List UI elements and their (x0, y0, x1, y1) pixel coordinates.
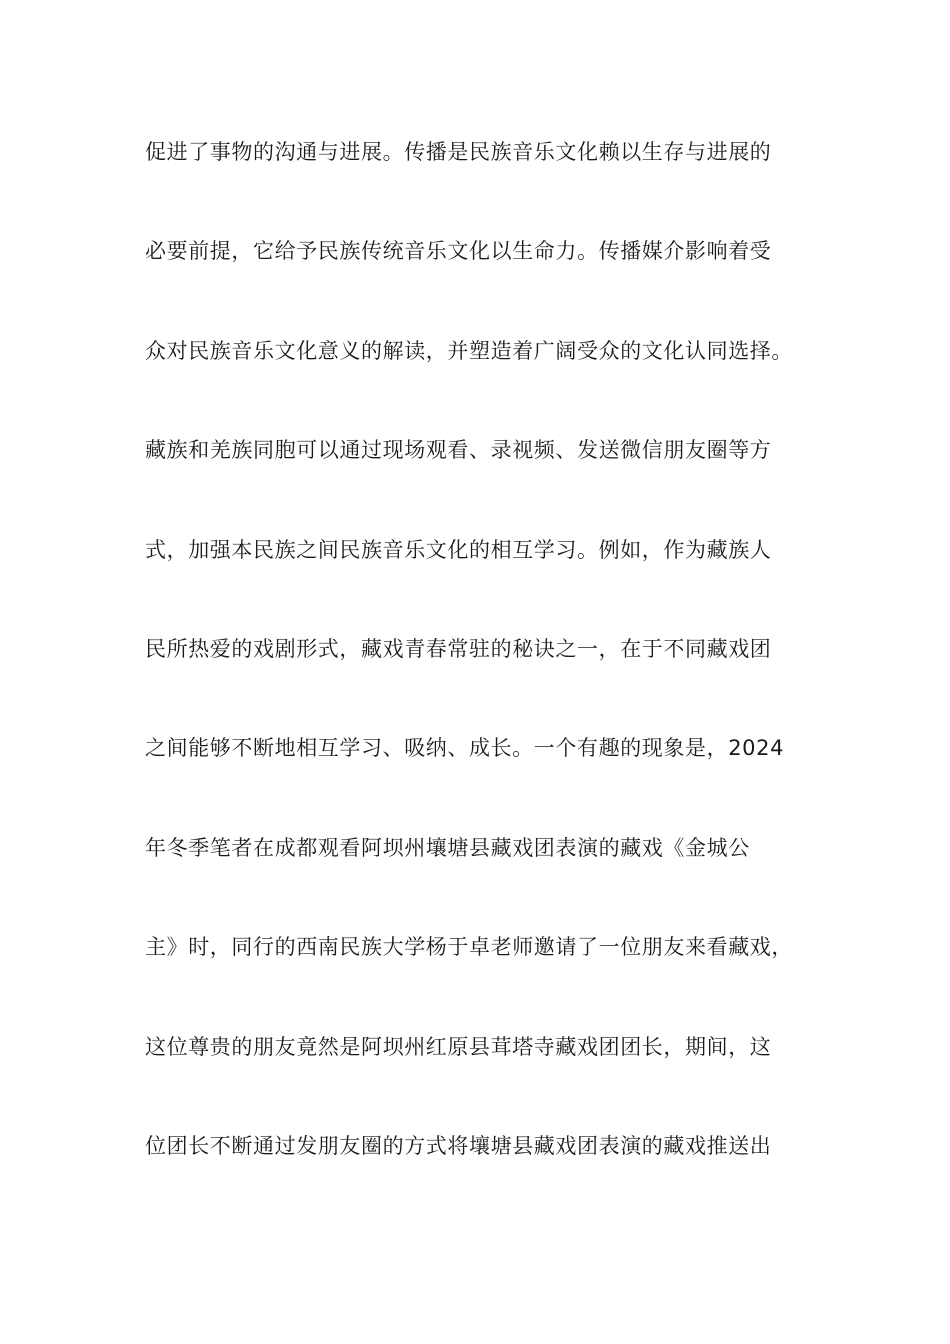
paragraph-line: 这位尊贵的朋友竟然是阿坝州红原县茸塔寺藏戏团团长，期间，这 (145, 1035, 772, 1059)
paragraph-line: 式，加强本民族之间民族音乐文化的相互学习。例如，作为藏族人 (145, 538, 772, 562)
paragraph-line: 藏族和羌族同胞可以通过现场观看、录视频、发送微信朋友圈等方 (145, 438, 772, 462)
paragraph-line: 促进了事物的沟通与进展。传播是民族音乐文化赖以生存与进展的 (145, 140, 772, 164)
paragraph-line: 众对民族音乐文化意义的解读，并塑造着广阔受众的文化认同选择。 (145, 339, 793, 363)
paragraph-line: 年冬季笔者在成都观看阿坝州壤塘县藏戏团表演的藏戏《金城公 (145, 836, 750, 860)
paragraph-line: 必要前提，它给予民族传统音乐文化以生命力。传播媒介影响着受 (145, 239, 772, 263)
paragraph-line: 民所热爱的戏剧形式，藏戏青春常驻的秘诀之一，在于不同藏戏团 (145, 637, 772, 661)
paragraph-line: 主》时，同行的西南民族大学杨于卓老师邀请了一位朋友来看藏戏， (145, 935, 793, 959)
paragraph-line: 位团长不断通过发朋友圈的方式将壤塘县藏戏团表演的藏戏推送出 (145, 1134, 772, 1158)
paragraph-line: 之间能够不断地相互学习、吸纳、成长。一个有趣的现象是，2024 (145, 736, 785, 760)
